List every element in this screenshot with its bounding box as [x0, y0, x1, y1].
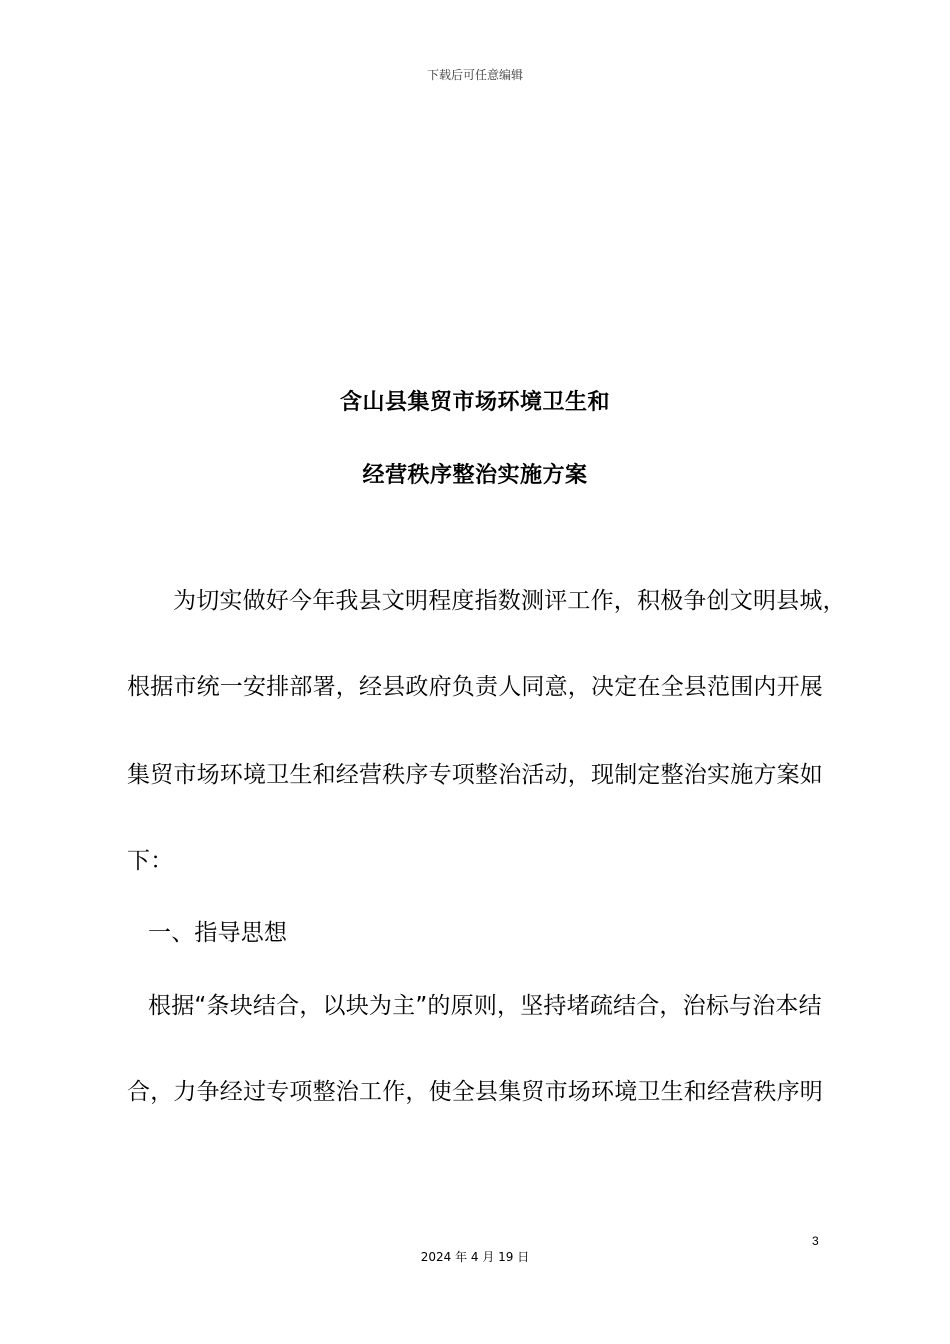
- paragraph-line: 根据“条块结合，以块为主”的原则，坚持堵疏结合，治标与治本结: [148, 993, 822, 1019]
- paragraph-line: 根据市统一安排部署，经县政府负责人同意，决定在全县范围内开展: [127, 674, 823, 700]
- paragraph-line: 合，力争经过专项整治工作，使全县集贸市场环境卫生和经营秩序明: [127, 1079, 823, 1105]
- page-number: 3: [812, 1234, 819, 1248]
- page-header: 下载后可任意编辑: [426, 68, 523, 82]
- document-title-line-1: 含山县集贸市场环境卫生和: [339, 390, 610, 415]
- document-title-line-2: 经营秩序整治实施方案: [362, 463, 588, 488]
- section-heading: 一、指导思想: [148, 920, 288, 946]
- footer-date: 2024 年 4 月 19 日: [420, 1250, 530, 1264]
- paragraph-line: 下：: [127, 848, 174, 874]
- paragraph-line: 为切实做好今年我县文明程度指数测评工作，积极争创文明县城，: [173, 588, 846, 614]
- paragraph-line: 集贸市场环境卫生和经营秩序专项整治活动，现制定整治实施方案如: [127, 762, 823, 788]
